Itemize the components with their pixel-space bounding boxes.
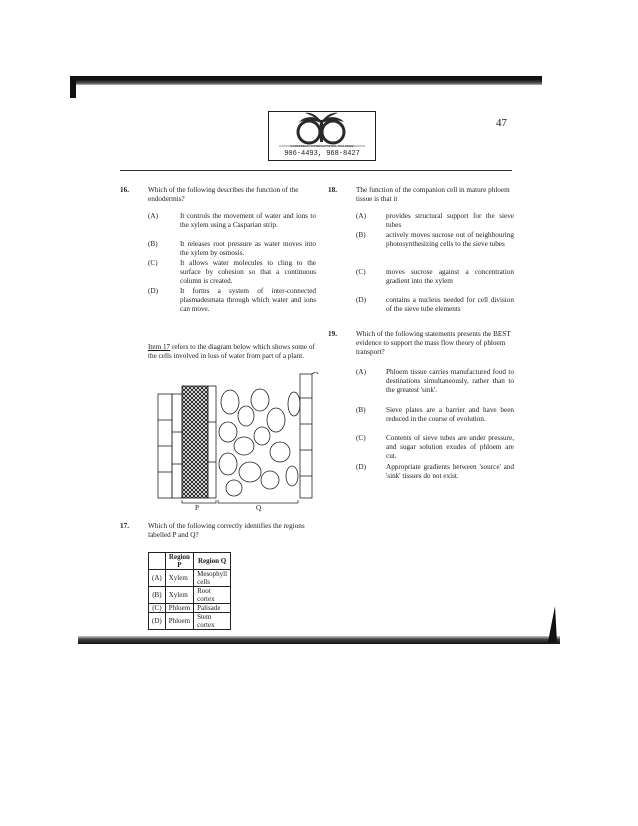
table-header-row — [149, 553, 231, 570]
scan-edge-corner — [70, 76, 76, 98]
q17-regions-table — [148, 552, 231, 630]
q16-number: 16. — [120, 186, 129, 194]
table-row — [149, 604, 231, 613]
row-letter: (C) — [149, 604, 166, 613]
logo-banner: CARIBBEAN INTERNATIONAL COLLEGE — [290, 144, 354, 148]
q19-number: 19. — [328, 330, 337, 338]
scan-edge-top — [70, 76, 542, 85]
q18-stem: The function of the companion cell in mature phloem tissue is that it — [356, 186, 510, 203]
row-region-p: Xylem — [165, 570, 193, 587]
logo-phone-numbers: 906-4493, 968-8427 — [284, 150, 360, 158]
diagram-label-q: Q — [256, 504, 262, 512]
q17-stem: Which of the following correctly identifies the regions labelled P and Q? — [148, 522, 305, 539]
row-region-p: Xylem — [165, 587, 193, 604]
item17-intro: Item 17 refers to the diagram below which shows some of the cells involved in loss of water from part of a plant. — [148, 343, 315, 360]
q17-number: 17. — [120, 522, 129, 530]
q18-number: 18. — [328, 186, 337, 194]
page-number: 47 — [496, 117, 507, 129]
table-row — [149, 570, 231, 587]
row-letter: (B) — [149, 587, 166, 604]
row-region-q: Root cortex — [194, 587, 231, 604]
row-letter: (D) — [149, 613, 166, 630]
row-region-q: Mesophyll cells — [194, 570, 231, 587]
row-region-q: Stem cortex — [194, 613, 231, 630]
table-row — [149, 613, 231, 630]
diagram-label-p: P — [195, 504, 199, 512]
q19-stem: Which of the following statements presents the BEST evidence to support the mass flow theory of phloem transport? — [356, 330, 511, 356]
q16-stem: Which of the following describes the function of the endodermis? — [148, 186, 299, 203]
college-logo — [268, 111, 376, 161]
table-header-region-q: Region Q — [194, 553, 231, 570]
row-region-q: Palisade — [194, 604, 231, 613]
table-row — [149, 587, 231, 604]
table-header-blank — [149, 553, 166, 570]
header-rule — [120, 170, 512, 171]
row-region-p: Phloem — [165, 604, 193, 613]
item17-reference: Item 17 — [148, 343, 171, 351]
leaf-cell-diagram — [150, 372, 320, 510]
scan-edge-bottom — [78, 636, 560, 644]
row-letter: (A) — [149, 570, 166, 587]
table-header-region-p: Region P — [165, 553, 193, 570]
ink-mark — [548, 606, 557, 642]
row-region-p: Phloem — [165, 613, 193, 630]
